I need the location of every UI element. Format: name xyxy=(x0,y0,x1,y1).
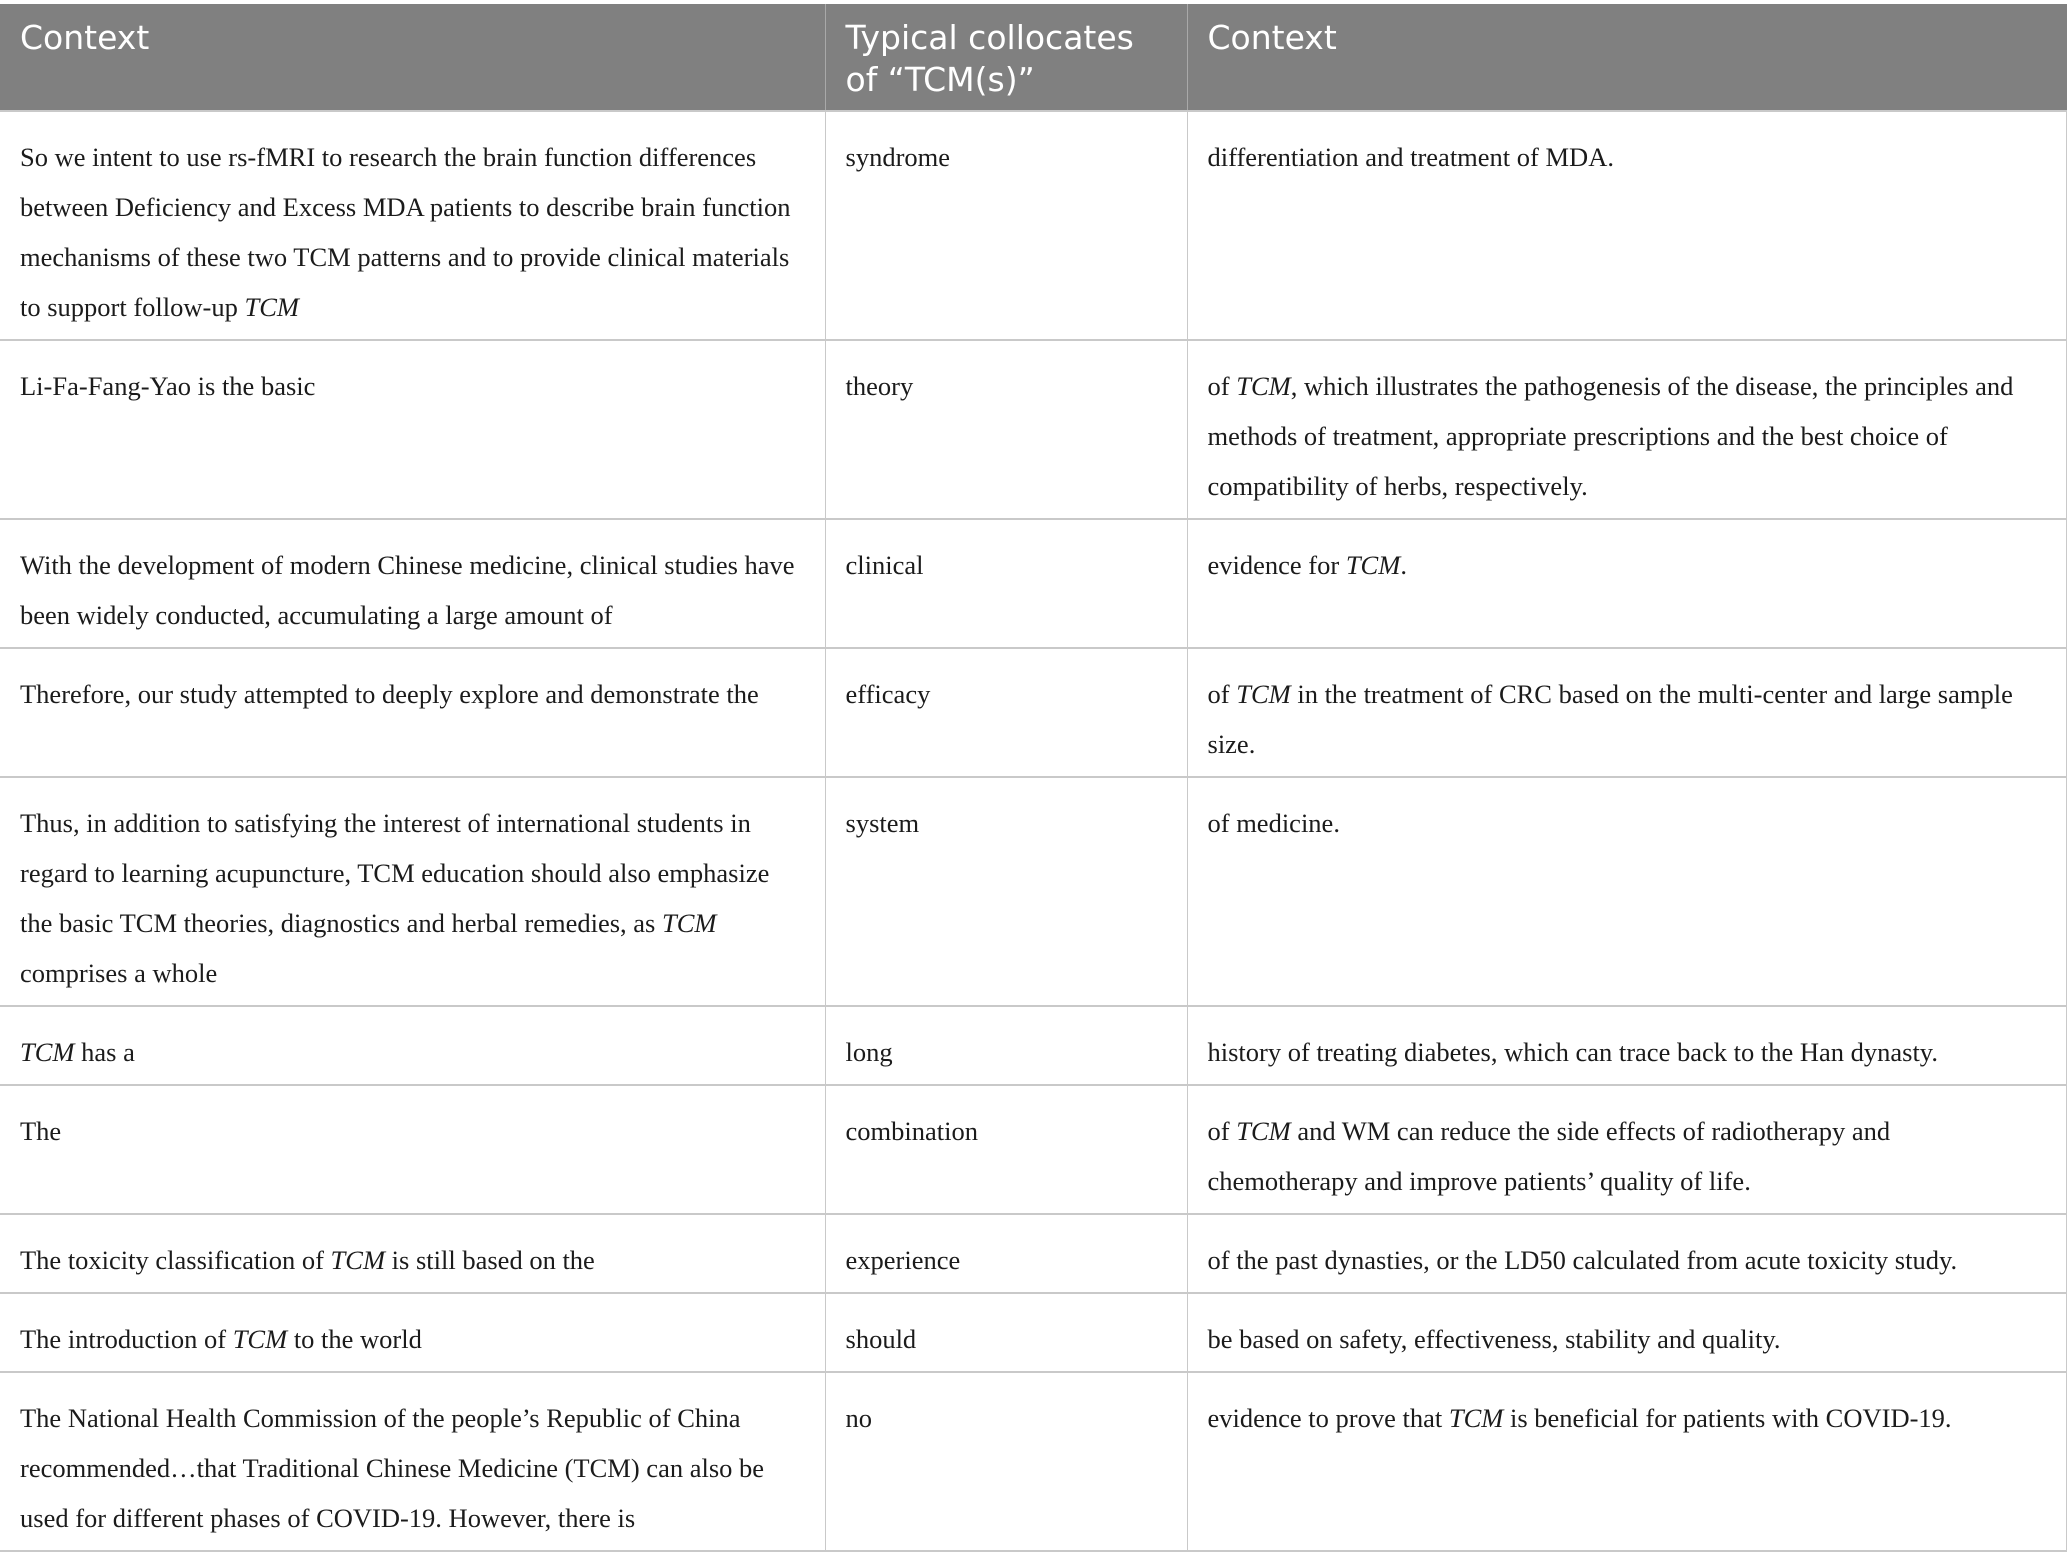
right-context-cell: be based on safety, effectiveness, stability and quality. xyxy=(1187,1293,2067,1372)
table-row xyxy=(0,648,2067,777)
right-context-cell: of TCM, which illustrates the pathogenesis of the disease, the principles and methods of treatment, appropriate prescriptions and the best choice of compatibility of herbs, respectively. xyxy=(1187,340,2067,519)
italic-term: TCM xyxy=(244,292,299,322)
collocate-cell: combination xyxy=(825,1085,1187,1214)
table-row xyxy=(0,1085,2067,1214)
left-context-cell: So we intent to use rs-fMRI to research the brain function differences between Deficiency and Excess MDA patients to describe brain function mechanisms of these two TCM patterns and to provide clinical materials to support follow-up TCM xyxy=(0,111,825,340)
left-context-cell: Thus, in addition to satisfying the interest of international students in regard to learning acupuncture, TCM education should also emphasize the basic TCM theories, diagnostics and herbal remedies, as TCM comprises a whole xyxy=(0,777,825,1006)
header-right-context: Context xyxy=(1187,4,2067,111)
table-row xyxy=(0,519,2067,648)
italic-term: TCM xyxy=(20,1037,75,1067)
italic-term: TCM xyxy=(1448,1403,1504,1433)
table-row xyxy=(0,1372,2067,1551)
table-row xyxy=(0,777,2067,1006)
left-context-cell: The introduction of TCM to the world xyxy=(0,1293,825,1372)
italic-term: TCM xyxy=(1236,679,1291,709)
header-typical-collocates: Typical collocates of “TCM(s)” xyxy=(825,4,1187,111)
italic-term: TCM xyxy=(1236,371,1291,401)
right-context-cell: evidence to prove that TCM is beneficial for patients with COVID-19. xyxy=(1187,1372,2067,1551)
concordance-table xyxy=(0,4,2067,1552)
collocate-cell: should xyxy=(825,1293,1187,1372)
header-row xyxy=(0,4,2067,111)
collocate-cell: no xyxy=(825,1372,1187,1551)
left-context-cell: Therefore, our study attempted to deeply explore and demonstrate the xyxy=(0,648,825,777)
italic-term: TCM xyxy=(330,1245,386,1275)
collocate-cell: efficacy xyxy=(825,648,1187,777)
table-row xyxy=(0,1006,2067,1085)
collocate-cell: syndrome xyxy=(825,111,1187,340)
left-context-cell: The National Health Commission of the people’s Republic of China recommended…that Traditional Chinese Medicine (TCM) can also be used for different phases of COVID-19. However, there is xyxy=(0,1372,825,1551)
collocate-cell: long xyxy=(825,1006,1187,1085)
table-row xyxy=(0,340,2067,519)
collocate-cell: clinical xyxy=(825,519,1187,648)
right-context-cell: history of treating diabetes, which can trace back to the Han dynasty. xyxy=(1187,1006,2067,1085)
table-body xyxy=(0,111,2067,1551)
table-row xyxy=(0,1293,2067,1372)
italic-term: TCM xyxy=(1236,1116,1291,1146)
right-context-cell: differentiation and treatment of MDA. xyxy=(1187,111,2067,340)
table-row xyxy=(0,1214,2067,1293)
header-left-context: Context xyxy=(0,4,825,111)
collocate-cell: experience xyxy=(825,1214,1187,1293)
collocate-cell: theory xyxy=(825,340,1187,519)
left-context-cell: The xyxy=(0,1085,825,1214)
right-context-cell: of TCM and WM can reduce the side effects of radiotherapy and chemotherapy and improve patients’ quality of life. xyxy=(1187,1085,2067,1214)
collocate-cell: system xyxy=(825,777,1187,1006)
right-context-cell: of the past dynasties, or the LD50 calculated from acute toxicity study. xyxy=(1187,1214,2067,1293)
right-context-cell: of TCM in the treatment of CRC based on the multi-center and large sample size. xyxy=(1187,648,2067,777)
right-context-cell: evidence for TCM. xyxy=(1187,519,2067,648)
italic-term: TCM xyxy=(1345,550,1401,580)
left-context-cell: TCM has a xyxy=(0,1006,825,1085)
table-header xyxy=(0,4,2067,111)
table-row xyxy=(0,111,2067,340)
left-context-cell: The toxicity classification of TCM is still based on the xyxy=(0,1214,825,1293)
left-context-cell: With the development of modern Chinese medicine, clinical studies have been widely conducted, accumulating a large amount of xyxy=(0,519,825,648)
left-context-cell: Li-Fa-Fang-Yao is the basic xyxy=(0,340,825,519)
italic-term: TCM xyxy=(661,908,717,938)
right-context-cell: of medicine. xyxy=(1187,777,2067,1006)
italic-term: TCM xyxy=(232,1324,288,1354)
